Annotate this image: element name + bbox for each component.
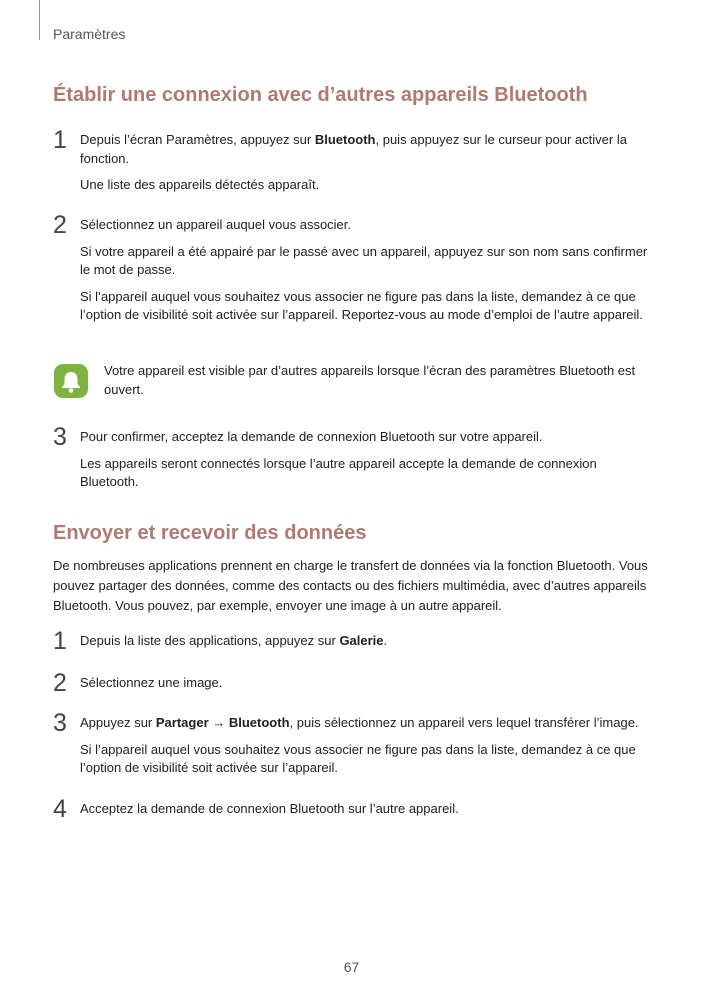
step-number: 3 [53, 423, 67, 451]
arrow-icon: → [208, 715, 229, 730]
step-text: Sélectionnez un appareil auquel vous associer. [80, 217, 352, 232]
section-title-transfer: Envoyer et recevoir des données [53, 522, 367, 544]
section-title-connect: Établir une connexion avec d’autres appareils Bluetooth [53, 84, 588, 106]
header-divider [39, 0, 40, 40]
step-number: 2 [53, 211, 67, 239]
step-number: 3 [53, 709, 67, 737]
step-number: 1 [53, 627, 67, 655]
bluetooth-label: Bluetooth [228, 715, 290, 730]
step-text: Depuis la liste des applications, appuyez sur Galerie. [80, 633, 388, 648]
note-text: Votre appareil est visible par d’autres appareils lorsque l’écran des paramètres Bluetooth est ouvert. [104, 363, 636, 397]
step-subtext: Les appareils seront connectés lorsque l’autre appareil accepte la demande de connexion Bluetooth. [80, 455, 597, 489]
galerie-label: Galerie [339, 633, 384, 648]
intro-paragraph: De nombreuses applications prennent en charge le transfert de données via la fonction Bluetooth. Vous pouvez partager des données, comme des contacts ou des fichiers multimédia, avec d’autres appareils Bluetooth. Vous pouvez, par exemple, envoyer une image à un autre appareil. [53, 558, 648, 613]
step-number: 1 [53, 126, 67, 154]
step-subtext: Une liste des appareils détectés apparaît. [80, 177, 320, 192]
step-subtext: Si l’appareil auquel vous souhaitez vous associer ne figure pas dans la liste, demandez à ce que l’option de visibilité soit activée sur l’appareil. [80, 741, 636, 775]
partager-label: Partager [155, 715, 209, 730]
step-subtext: Si votre appareil a été appairé par le passé avec un appareil, appuyez sur son nom sans confirmer le mot de passe. [80, 243, 648, 277]
step-number: 2 [53, 669, 67, 697]
step-text: Acceptez la demande de connexion Bluetooth sur l’autre appareil. [80, 801, 459, 816]
page-number: 67 [343, 959, 360, 975]
step-text: Pour confirmer, acceptez la demande de connexion Bluetooth sur votre appareil. [80, 429, 543, 444]
step-subtext: Si l’appareil auquel vous souhaitez vous associer ne figure pas dans la liste, demandez à ce que l’option de visibilité soit activée sur l’appareil. Reportez-vous au mode d’emploi de l’autre appareil. [80, 288, 643, 322]
step-text: Sélectionnez une image. [80, 675, 223, 690]
step-text: Depuis l’écran Paramètres, appuyez sur Bluetooth, puis appuyez sur le curseur pour activer la fonction. [80, 132, 627, 166]
bell-icon [54, 364, 88, 398]
step-text: Appuyez sur Partager → Bluetooth, puis sélectionnez un appareil vers lequel transférer l’image. [80, 715, 639, 730]
step-number: 4 [53, 795, 67, 823]
bluetooth-label: Bluetooth [314, 132, 376, 147]
section-header: Paramètres [53, 26, 126, 42]
